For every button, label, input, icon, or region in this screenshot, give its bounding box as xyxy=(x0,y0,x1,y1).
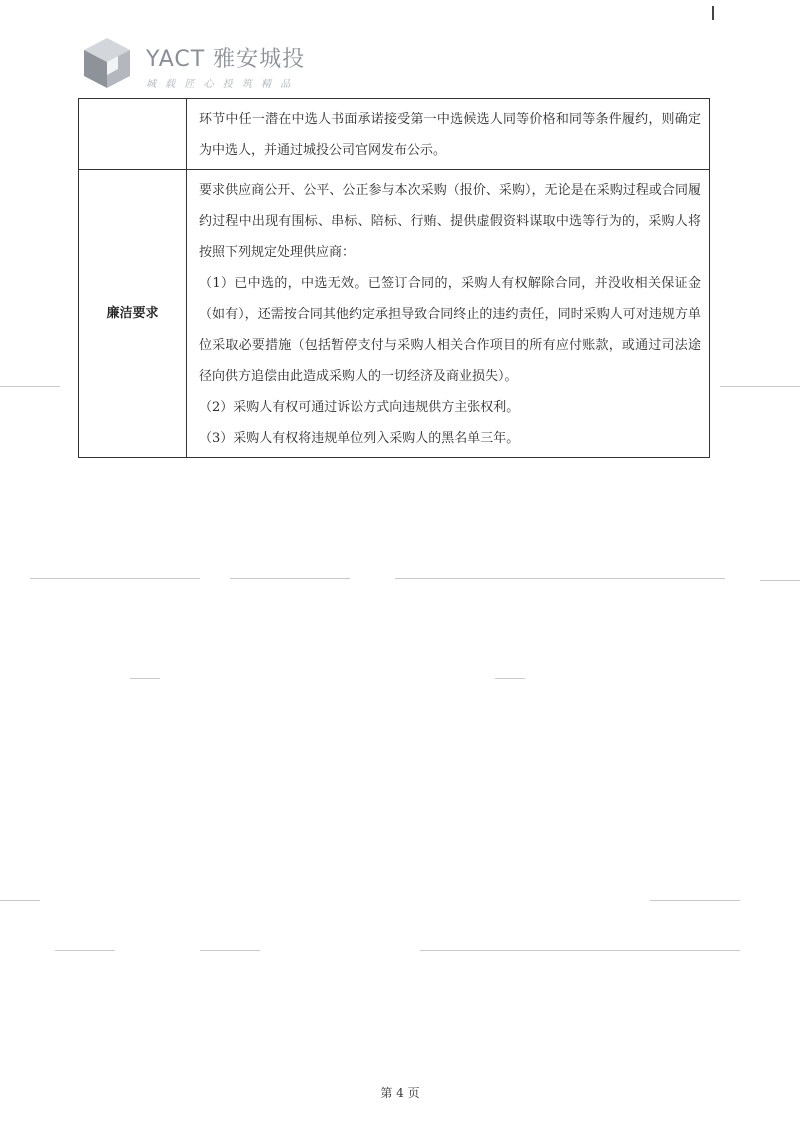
requirements-table xyxy=(78,98,710,458)
scan-artifact-line xyxy=(230,578,350,579)
row-label-integrity: 廉洁要求 xyxy=(79,170,187,458)
row-content-integrity xyxy=(187,170,710,458)
page-number: 第 4 页 xyxy=(380,1086,420,1100)
paragraph: 要求供应商公开、公平、公正参与本次采购（报价、采购），无论是在采购过程或合同履约过程中出现有围标、串标、陪标、行贿、提供虚假资料谋取中选等行为的，采购人将按照下列规定处理供应商： xyxy=(199,183,701,260)
table-row xyxy=(79,99,710,170)
document-header xyxy=(82,36,305,92)
scan-artifact-line xyxy=(200,950,260,951)
scan-artifact-line xyxy=(495,678,525,679)
row-label-empty xyxy=(79,99,187,170)
row-content-selection xyxy=(187,99,710,170)
table-row xyxy=(79,170,710,458)
scan-artifact-line xyxy=(760,580,800,581)
scan-artifact-line xyxy=(720,386,800,387)
cube-logo-icon xyxy=(82,36,132,90)
scan-artifact-line xyxy=(420,950,740,951)
scan-artifact-line xyxy=(55,950,115,951)
scan-artifact-line xyxy=(0,386,60,387)
brand-slogan: 城 载 匠 心 投 筑 精 品 xyxy=(146,79,294,90)
scan-corner-mark xyxy=(712,6,714,20)
paragraph: （2）采购人有权可通过诉讼方式向违规供方主张权利。 xyxy=(199,400,520,415)
paragraph: （1）已中选的，中选无效。已签订合同的，采购人有权解除合同，并没收相关保证金（如有），还需按合同其他约定承担导致合同终止的违约责任，同时采购人可对违规方单位采取必要措施（包括暂停支付与采购人相关合作项目的所有应付账款，或通过司法途径向供方追偿由此造成采购人的一切经济及商业损失）。 xyxy=(199,276,701,384)
scan-artifact-line xyxy=(130,678,160,679)
scan-artifact-line xyxy=(0,900,40,901)
scan-artifact-line xyxy=(30,578,200,579)
scan-artifact-line xyxy=(650,900,740,901)
brand-name: YACT 雅安城投 xyxy=(146,47,306,72)
paragraph: 环节中任一潜在中选人书面承诺接受第一中选候选人同等价格和同等条件履约，则确定为中选人，并通过城投公司官网发布公示。 xyxy=(199,112,701,158)
scan-artifact-line xyxy=(395,578,725,579)
paragraph: （3）采购人有权将违规单位列入采购人的黑名单三年。 xyxy=(199,431,520,446)
